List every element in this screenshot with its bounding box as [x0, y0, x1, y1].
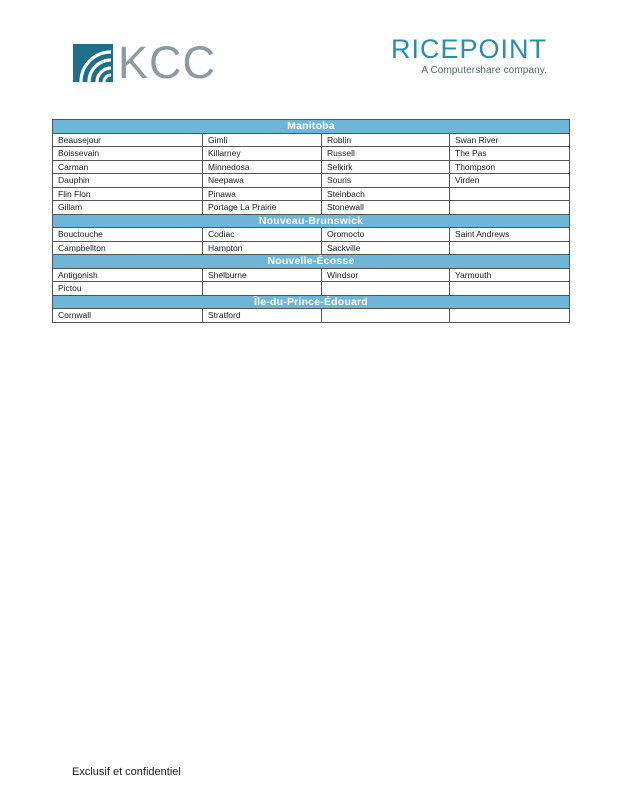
table-row [53, 309, 570, 323]
city-cell [450, 309, 570, 323]
province-header-row [53, 255, 570, 269]
city-cell: Killarney [203, 147, 322, 161]
province-header: Manitoba [53, 120, 570, 134]
city-cell: Pictou [53, 282, 203, 296]
city-cell [450, 187, 570, 201]
city-cell: Stonewall [322, 201, 450, 215]
city-cell: Neepawa [203, 174, 322, 188]
city-cell: Shelburne [203, 268, 322, 282]
table-row [53, 241, 570, 255]
city-cell: Minnedosa [203, 160, 322, 174]
city-cell: Beausejour [53, 133, 203, 147]
city-cell: The Pas [450, 147, 570, 161]
city-cell: Boissevain [53, 147, 203, 161]
city-cell: Souris [322, 174, 450, 188]
city-cell: Saint Andrews [450, 228, 570, 242]
city-cell: Selkirk [322, 160, 450, 174]
city-cell: Thompson [450, 160, 570, 174]
city-cell: Windsor [322, 268, 450, 282]
table-row [53, 187, 570, 201]
ricepoint-name: RICEPOINT [390, 34, 547, 64]
city-cell: Yarmouth [450, 268, 570, 282]
city-cell [322, 282, 450, 296]
city-cell [450, 201, 570, 215]
city-cell: Bouctouche [53, 228, 203, 242]
table-body [53, 120, 570, 323]
province-header-row [53, 120, 570, 134]
city-cell: Pinawa [203, 187, 322, 201]
city-cell [203, 282, 322, 296]
city-cell: Flin Flon [53, 187, 203, 201]
city-cell: Gillam [53, 201, 203, 215]
city-cell: Virden [450, 174, 570, 188]
kcc-logo-text: KCC [118, 37, 217, 88]
city-cell: Gimli [203, 133, 322, 147]
city-cell: Carman [53, 160, 203, 174]
table-row [53, 268, 570, 282]
city-cell [322, 309, 450, 323]
city-cell: Swan River [450, 133, 570, 147]
ricepoint-logo [391, 36, 547, 76]
table-row [53, 160, 570, 174]
city-cell: Sackville [322, 241, 450, 255]
city-cell: Russell [322, 147, 450, 161]
city-cell: Steinbach [322, 187, 450, 201]
table-row [53, 228, 570, 242]
footer-confidential: Exclusif et confidentiel [72, 766, 181, 778]
city-cell [450, 241, 570, 255]
province-header: Nouveau-Brunswick [53, 214, 570, 228]
city-cell: Portage La Prairie [203, 201, 322, 215]
kcc-logo [73, 37, 217, 88]
city-cell: Antigonish [53, 268, 203, 282]
city-cell: Roblin [322, 133, 450, 147]
province-header: Île-du-Prince-Édouard [53, 295, 570, 309]
city-cell: Oromocto [322, 228, 450, 242]
city-cell [450, 282, 570, 296]
table-row [53, 133, 570, 147]
table-row [53, 147, 570, 161]
ricepoint-tagline: A Computershare company. [421, 65, 547, 76]
city-cell: Dauphin [53, 174, 203, 188]
city-cell: Cornwall [53, 309, 203, 323]
table-row [53, 201, 570, 215]
kcc-mark-icon [73, 44, 113, 82]
municipality-table [52, 119, 570, 323]
province-header-row [53, 214, 570, 228]
table-row [53, 174, 570, 188]
city-cell: Stratford [203, 309, 322, 323]
city-cell: Campbellton [53, 241, 203, 255]
city-cell: Codiac [203, 228, 322, 242]
province-header: Nouvelle-Écosse [53, 255, 570, 269]
table-row [53, 282, 570, 296]
city-cell: Hampton [203, 241, 322, 255]
province-header-row [53, 295, 570, 309]
